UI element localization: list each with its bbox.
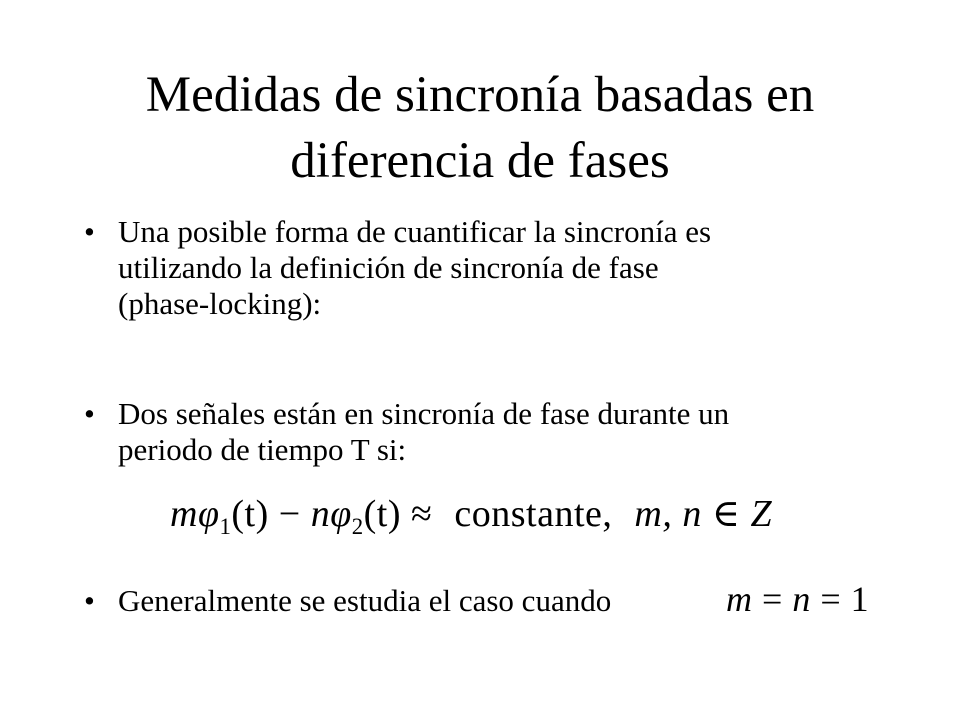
eq-set: Z [750, 493, 773, 535]
bullet-marker: • [84, 396, 95, 431]
eq-minus: − [278, 493, 301, 535]
m-equals-n-equals-one [726, 578, 869, 620]
bullet-text [118, 396, 884, 468]
eq-word: constante, [454, 493, 613, 535]
eq-in: ∈ [711, 493, 741, 535]
inline-eq-n: n [792, 579, 811, 619]
phase-locking-equation [170, 489, 850, 539]
eq-t2: (t) [363, 493, 402, 535]
slide-title [0, 62, 960, 194]
eq-m: m [170, 493, 198, 535]
slide-title-line-2: diferencia de fases [290, 133, 670, 189]
eq-approx: ≈ [411, 493, 433, 535]
bullet-text-line: (phase-locking): [118, 286, 322, 321]
inline-eq-equals-2: = [820, 579, 841, 619]
eq-n: n [310, 493, 331, 535]
bullet-text [118, 214, 884, 322]
bullet-item-2 [84, 396, 884, 468]
eq-t1: (t) [231, 493, 269, 535]
eq-phi-2: φ [330, 493, 352, 535]
slide-title-line-1: Medidas de sincronía basadas en [145, 67, 815, 123]
bullet-text-line: Generalmente se estudia el caso cuando [118, 583, 612, 618]
eq-sub-1: 1 [219, 513, 232, 539]
eq-sub-2: 2 [351, 513, 364, 539]
bullet-text-line: Una posible forma de cuantificar la sincronía es [118, 214, 712, 249]
eq-phi: φ [197, 493, 220, 535]
inline-eq-m: m [726, 579, 752, 619]
bullet-text-line: utilizando la definición de sincronía de fase [118, 250, 659, 285]
bullet-marker: • [84, 583, 95, 618]
bullet-text-line: periodo de tiempo T si: [118, 432, 407, 467]
inline-eq-equals-1: = [762, 579, 783, 619]
bullet-text-line: Dos señales están en sincronía de fase durante un [118, 396, 730, 431]
bullet-marker: • [84, 214, 95, 249]
bullet-item-1 [84, 214, 884, 322]
eq-vars: m, n [634, 493, 702, 535]
inline-eq-one: 1 [850, 579, 869, 619]
